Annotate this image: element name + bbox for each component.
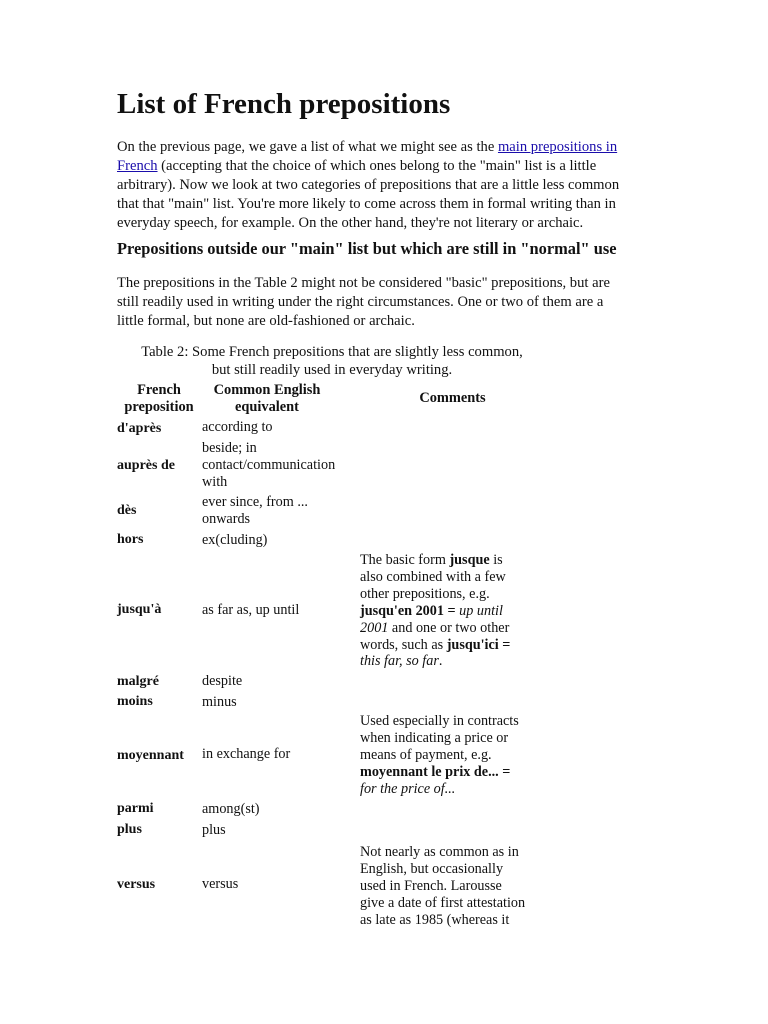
french-preposition: malgré [117, 674, 159, 689]
french-preposition: parmi [117, 801, 154, 816]
header-english-equivalent: Common English equivalent [213, 382, 321, 415]
english-equivalent: among(st) [202, 801, 260, 817]
french-preposition: moins [117, 694, 153, 709]
french-preposition: moyennant [117, 748, 184, 763]
english-equivalent: as far as, up until [202, 602, 300, 618]
french-preposition: auprès de [117, 458, 175, 473]
header-comments: Comments [419, 390, 486, 406]
english-equivalent: ever since, from ... onwards [202, 494, 308, 527]
english-equivalent: beside; in contact/communication with [202, 440, 336, 490]
comment: The basic form jusque is also combined with a few other prepositions, e.g. jusqu'en 2001 = up until 2001 and one or two other words, such as jusqu'ici = this far, so far. [360, 552, 511, 670]
french-preposition: plus [117, 822, 142, 837]
english-equivalent: plus [202, 822, 226, 838]
french-preposition: versus [117, 877, 156, 892]
intro-text-before-link: On the previous page, we gave a list of what we might see as the [117, 139, 498, 155]
english-equivalent: despite [202, 673, 243, 689]
english-equivalent: ex(cluding) [202, 532, 268, 548]
english-equivalent: minus [202, 694, 237, 710]
intro-line-4: that that "main" list. You're more likely to come across them in formal writing than in [117, 196, 616, 212]
intro-text-after-link: (accepting that the choice of which ones belong to the "main" list is a little [157, 158, 597, 174]
intro-line-5: everyday speech, for example. On the other hand, they're not literary or archaic. [117, 215, 584, 231]
comment: Not nearly as common as in English, but occasionally used in French. Larousse give a date of first attestation as late as 1985 (whereas it [360, 844, 526, 928]
section-paragraph: The prepositions in the Table 2 might not be considered "basic" prepositions, but are still readily used in writing under the right circumstances. One or two of them are a little formal, but none are old-fashioned or archaic. [117, 275, 610, 329]
english-equivalent: in exchange for [202, 746, 291, 762]
french-preposition: hors [117, 532, 144, 547]
english-equivalent: according to [202, 419, 273, 435]
table-caption: Table 2: Some French prepositions that are slightly less common, but still readily used in everyday writing. [141, 344, 523, 378]
intro-line-3: arbitrary). Now we look at two categories of prepositions that are a little less common [117, 177, 620, 193]
intro-paragraph [117, 138, 657, 233]
main-prepositions-link[interactable]: main prepositions in French [117, 139, 618, 174]
section-heading: Prepositions outside our "main" list but which are still in "normal" use [117, 239, 617, 258]
french-preposition: d'après [117, 421, 162, 436]
english-equivalent: versus [202, 876, 239, 892]
page-title: List of French prepositions [117, 88, 451, 120]
comment: Used especially in contracts when indicating a price or means of payment, e.g. moyennant le prix de... = for the price of... [360, 713, 519, 797]
french-preposition: dès [117, 503, 137, 518]
header-french-preposition: French preposition [124, 382, 194, 415]
french-preposition: jusqu'à [117, 602, 162, 617]
